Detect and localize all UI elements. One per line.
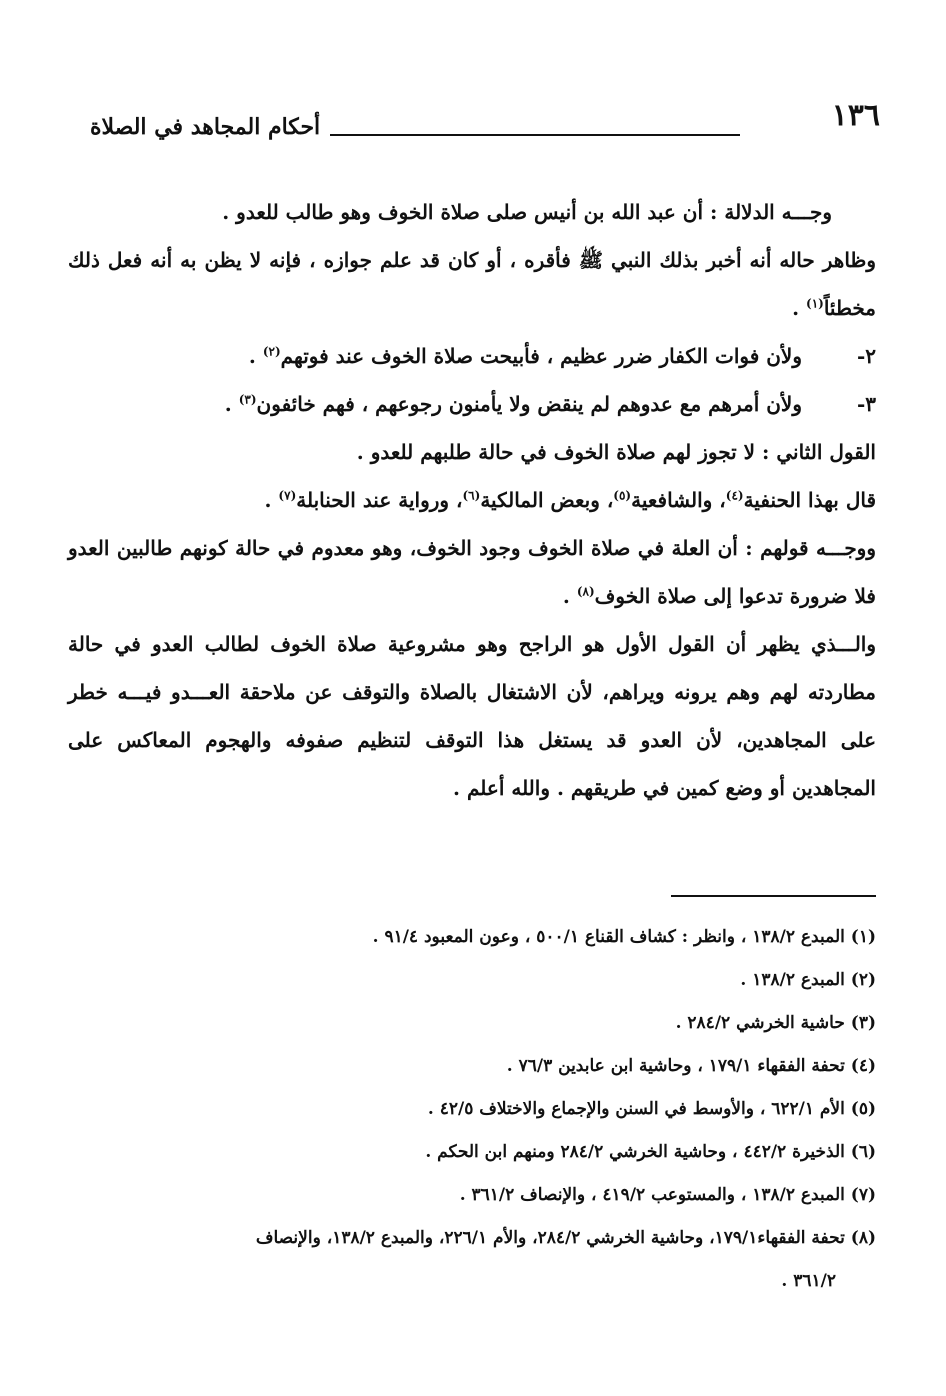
- item-number: ٢-: [856, 344, 876, 368]
- footnote-4: (٤) تحفة الفقهاء ١٧٩/١ ، وحاشية ابن عابدين ٧٦/٣ .: [506, 1056, 876, 1076]
- footnote-ref-6[interactable]: (٦): [462, 488, 481, 503]
- item-text: ولأن أمرهم مع عدوهم لم ينقض ولا يأمنون رجوعهم ، فهم خائفون$^{(٣)}$ .: [224, 392, 802, 416]
- footnote-ref-2[interactable]: (٢): [262, 344, 281, 359]
- footnote-1: (١) المبدع ١٣٨/٢ ، وانظر : كشاف القناع ٥٠٠/١ ، وعون المعبود ٩١/٤ .: [372, 927, 876, 947]
- evidence-continuation-text: وظاهر حاله أنه أخبر بذلك النبي ﷺ فأقره ، أو كان قد علم جوازه ، فإنه لا يظن به أنه فعل ذلك مخطئاً: [68, 248, 876, 320]
- second-opinion-text: القول الثاني : لا تجوز لهم صلاة الخوف في حالة طلبهم للعدو .: [356, 440, 876, 464]
- footnote-7: (٧) المبدع ١٣٨/٢ ، والمستوعب ٤١٩/٢ ، والإنصاف ٣٦١/٢ .: [459, 1185, 876, 1205]
- item-2-text: ولأن فوات الكفار ضرر عظيم ، فأبيحت صلاة الخوف عند فوتهم: [280, 344, 802, 368]
- second-opinion-heading: [68, 428, 876, 476]
- header-rule: [330, 134, 740, 136]
- item-3-text: ولأن أمرهم مع عدوهم لم ينقض ولا يأمنون رجوعهم ، فهم خائفون: [256, 392, 802, 416]
- second-opinion-holders: قال بهذا الحنفية$^{(٤)}$، والشافعية$^{(٥)}$، وبعض المالكية$^{(٦)}$، ورواية عند الحنابلة$^{(٧)}$ .: [264, 488, 876, 512]
- conclusion-text: والـــذي يظهر أن القول الأول هو الراجح وهو مشروعية صلاة الخوف لطالب العدو في حالة مطاردته لهم وهم يرونه ويراهم، لأن الاشتغال بالصلاة والتوقف عن ملاحقة العـــدو فيـــه خطر على المجاهدين، لأن العدو قد يستغل هذا التوقف لتنظيم صفوفه والهجوم المعاكس على المجاهدين أو وضع كمين في طريقهم . والله أعلم .: [68, 632, 876, 800]
- holders-maliki: ، وبعض المالكية: [480, 488, 614, 512]
- holders-hanafi: قال بهذا الحنفية: [743, 488, 876, 512]
- footnote-6: (٦) الذخيرة ٤٤٢/٢ ، وحاشية الخرشي ٢٨٤/٢ ومنهم ابن الحكم .: [425, 1142, 876, 1162]
- item-text: ولأن فوات الكفار ضرر عظيم ، فأبيحت صلاة الخوف عند فوتهم$^{(٢)}$ .: [248, 344, 802, 368]
- page-header: [90, 92, 880, 152]
- footnote-3: (٣) حاشية الخرشي ٢٨٤/٢ .: [675, 1013, 876, 1033]
- footnote-ref-1[interactable]: (١): [806, 296, 824, 311]
- footnote-8-continuation: ٣٦١/٢ .: [781, 1271, 836, 1291]
- footnote-8: (٨) تحفة الفقهاء١٧٩/١، وحاشية الخرشي ٢٨٤/٢، والأم ٢٢٦/١، والمبدع ١٣٨/٢، والإنصاف: [255, 1228, 876, 1248]
- footnote-ref-7[interactable]: (٧): [278, 488, 297, 503]
- reason-item-3: [68, 380, 876, 428]
- reason-text: ووجـــه قولهم : أن العلة في صلاة الخوف وجود الخوف، وهو معدوم في حالة كونهم طالبين العدو فلا ضرورة تدعوا إلى صلاة الخوف: [68, 536, 876, 608]
- footnote-ref-3[interactable]: (٣): [238, 392, 257, 407]
- reason-item-2: [68, 332, 876, 380]
- footnote-separator: [671, 895, 876, 897]
- second-opinion-reason: ووجـــه قولهم : أن العلة في صلاة الخوف وجود الخوف، وهو معدوم في حالة كونهم طالبين العدو فلا ضرورة تدعوا إلى صلاة الخوف$^{(٨)}$ .: [68, 536, 876, 608]
- evidence-continuation: وظاهر حاله أنه أخبر بذلك النبي ﷺ فأقره ، أو كان قد علم جوازه ، فإنه لا يظن به أنه فعل ذلك مخطئاً$^{(١)}$ .: [68, 248, 876, 320]
- page-number: ١٣٦: [831, 98, 880, 133]
- footnote-2: (٢) المبدع ١٣٨/٢ .: [740, 970, 876, 990]
- holders-shafii: ، والشافعية: [631, 488, 726, 512]
- running-title: أحكام المجاهد في الصلاة: [90, 114, 321, 140]
- evidence-line: [68, 188, 876, 236]
- conclusion-paragraph: [68, 620, 876, 812]
- footnote-ref-8[interactable]: (٨): [576, 584, 595, 599]
- evidence-text: وجـــه الدلالة : أن عبد الله بن أنيس صلى صلاة الخوف وهو طالب للعدو .: [222, 200, 832, 224]
- holders-hanbali: ، ورواية عند الحنابلة: [296, 488, 463, 512]
- footnote-ref-5[interactable]: (٥): [613, 488, 632, 503]
- footnote-ref-4[interactable]: (٤): [725, 488, 744, 503]
- footnotes: [68, 916, 876, 1303]
- main-text: [68, 188, 876, 812]
- footnote-5: (٥) الأم ٦٢٢/١ ، والأوسط في السنن والإجماع والاختلاف ٤٢/٥ .: [427, 1099, 876, 1119]
- item-number: ٣-: [856, 392, 876, 416]
